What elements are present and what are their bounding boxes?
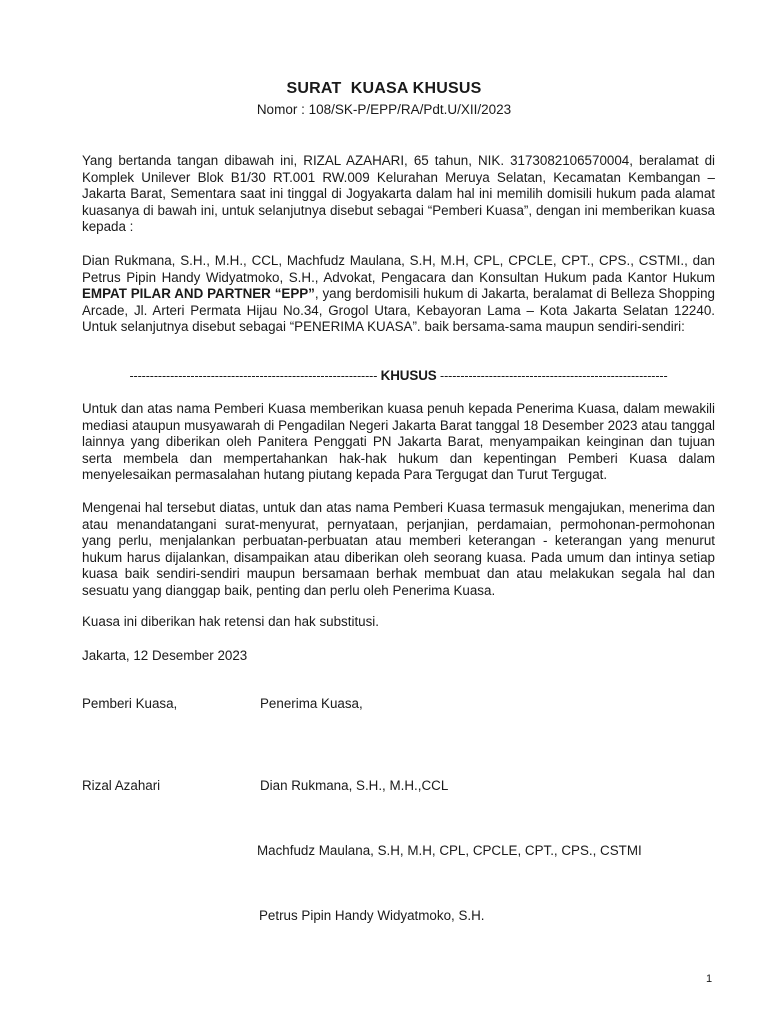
grantor-name: Rizal Azahari <box>82 778 161 793</box>
place-date: Jakarta, 12 Desember 2023 <box>82 648 248 663</box>
section-heading: KHUSUS <box>380 368 437 383</box>
body-paragraph-1: Untuk dan atas nama Pemberi Kuasa memberikan kuasa penuh kepada Penerima Kuasa, dalam mewakili mediasi ataupun musyawarah di Pengadilan Negeri Jakarta Barat tanggal 18 Desember 2023 atau tanggal lainnya yang diberikan oleh Panitera Penggati PN Jakarta Barat, menyampaikan keinginan dan tujuan serta membela dan mempertahankan hak-hak hukum dan kepentingan Pemberi Kuasa dalam menyelesaikan permasalahan hutang piutang kepada Para Tergugat dan Turut Tergugat. <box>82 401 715 483</box>
divider-dashes-left: ------------------------------------------------------------- <box>129 369 378 383</box>
recipient-label: Penerima Kuasa, <box>260 696 363 711</box>
document-number: Nomor : 108/SK-P/EPP/RA/Pdt.U/XII/2023 <box>256 102 512 117</box>
section-divider <box>82 368 715 383</box>
grantor-label: Pemberi Kuasa, <box>82 696 178 711</box>
recipients-text-before: Dian Rukmana, S.H., M.H., CCL, Machfudz Maulana, S.H, M.H, CPL, CPCLE, CPT., CPS., CSTMI., dan Petrus Pipin Handy Widyatmoko, S.H., Advokat, Pengacara dan Konsultan Hukum pada Kantor Hukum <box>82 253 715 285</box>
recipient-name-3: Petrus Pipin Handy Widyatmoko, S.H. <box>259 908 485 923</box>
document-title: SURAT KUASA KHUSUS <box>286 80 482 97</box>
page-number: 1 <box>706 973 713 985</box>
body-paragraph-3: Kuasa ini diberikan hak retensi dan hak substitusi. <box>82 614 380 629</box>
divider-dashes-right: -------------------------------------------------------- <box>440 369 668 383</box>
recipient-name-2: Machfudz Maulana, S.H, M.H, CPL, CPCLE, CPT., CPS., CSTMI <box>257 843 642 858</box>
recipient-name-1: Dian Rukmana, S.H., M.H.,CCL <box>260 778 449 793</box>
intro-paragraph: Yang bertanda tangan dibawah ini, RIZAL AZAHARI, 65 tahun, NIK. 3173082106570004, beralamat di Komplek Unilever Blok B1/30 RT.001 RW.009 Kelurahan Meruya Selatan, Kecamatan Kembangan – Jakarta Barat, Sementara saat ini tinggal di Jogyakarta dalam hal ini memilih domisili hukum pada alamat kuasanya di bawah ini, untuk selanjutnya disebut sebagai “Pemberi Kuasa”, dengan ini memberikan kuasa kepada : <box>82 153 715 235</box>
recipients-paragraph <box>82 253 715 336</box>
recipients-text-after: , yang berdomisili hukum di Jakarta, beralamat di Belleza Shopping Arcade, Jl. Arteri Permata Hijau No.34, Grogol Utara, Kebayoran Lama – Kota Jakarta Selatan 12240. Untuk selanjutnya disebut sebagai “PENERIMA KUASA”. baik bersama-sama maupun sendiri-sendiri: <box>82 286 715 335</box>
law-firm-name: EMPAT PILAR AND PARTNER “EPP” <box>82 286 315 302</box>
body-paragraph-2: Mengenai hal tersebut diatas, untuk dan atas nama Pemberi Kuasa termasuk mengajukan, menerima dan atau menandatangani surat-menyurat, pernyataan, perjanjian, perdamaian, permohonan-permohonan yang perlu, menjalankan perbuatan-perbuatan atau memberi keterangan - keterangan yang menurut hukum harus dijalankan, disampaikan atau diberikan oleh seorang kuasa. Pada umum dan intinya setiap kuasa baik sendiri-sendiri maupun bersamaan berhak membuat dan atau melakukan segala hal dan sesuatu yang dianggap baik, penting dan perlu oleh Penerima Kuasa. <box>82 500 715 598</box>
